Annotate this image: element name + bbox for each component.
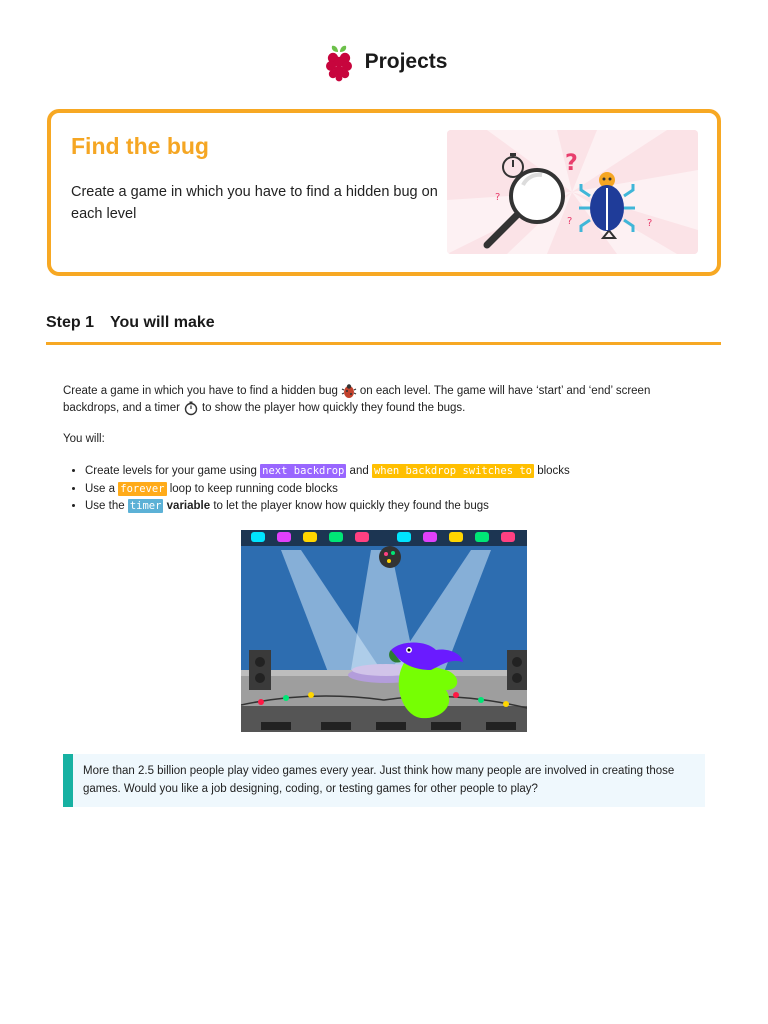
callout-accent-bar bbox=[63, 754, 73, 807]
forever-block: forever bbox=[120, 482, 165, 495]
info-callout bbox=[63, 754, 705, 807]
next-backdrop-block: next backdrop bbox=[262, 465, 345, 477]
intro-text: on each level. The game will have ‘start’ and ‘end’ screen bbox=[359, 385, 651, 398]
intro-paragraph bbox=[63, 383, 713, 417]
list-item: • Use the timer variable to let the player know how quickly they found the bugs bbox=[85, 498, 725, 516]
site-header bbox=[0, 40, 768, 84]
list-item: • Use a forever loop to keep running code blocks bbox=[85, 481, 725, 499]
svg-text:?: ? bbox=[565, 151, 578, 176]
svg-text:?: ? bbox=[647, 218, 653, 229]
you-will-label: You will: bbox=[63, 433, 105, 445]
magnifier-bug-illustration-icon bbox=[447, 130, 698, 254]
brand-title: Projects bbox=[364, 50, 448, 73]
variable-term: variable bbox=[166, 500, 211, 512]
game-stage-screenshot bbox=[241, 530, 527, 732]
project-title: Find the bug bbox=[71, 133, 209, 159]
when-backdrop-switches-block: when backdrop switches to bbox=[373, 465, 532, 477]
intro-text: Create a game in which you have to find a hidden bug bbox=[63, 385, 338, 398]
callout-text: More than 2.5 billion people play video games every year. Just think how many people are involved in creating those games. Would you like a job designing, coding, or testing games for other people to play? bbox=[83, 765, 675, 795]
timer-block: timer bbox=[129, 500, 162, 512]
raspberry-pi-logo-icon bbox=[321, 42, 357, 82]
bug-icon bbox=[341, 383, 357, 399]
learning-outcomes-list bbox=[63, 463, 725, 516]
step-heading bbox=[46, 314, 721, 345]
svg-text:?: ? bbox=[567, 216, 573, 227]
project-card bbox=[47, 109, 721, 276]
stopwatch-icon bbox=[183, 400, 199, 416]
svg-text:?: ? bbox=[495, 192, 501, 203]
step-number: Step 1 bbox=[46, 314, 95, 331]
step-title: You will make bbox=[110, 314, 215, 331]
project-description: Create a game in which you have to find a hidden bug on each level bbox=[71, 184, 438, 222]
list-item: • Create levels for your game using next backdrop and when backdrop switches to blocks bbox=[85, 463, 725, 481]
intro-text: to show the player how quickly they found the bugs. bbox=[201, 402, 466, 415]
intro-text: backdrops, and a timer bbox=[63, 402, 180, 415]
